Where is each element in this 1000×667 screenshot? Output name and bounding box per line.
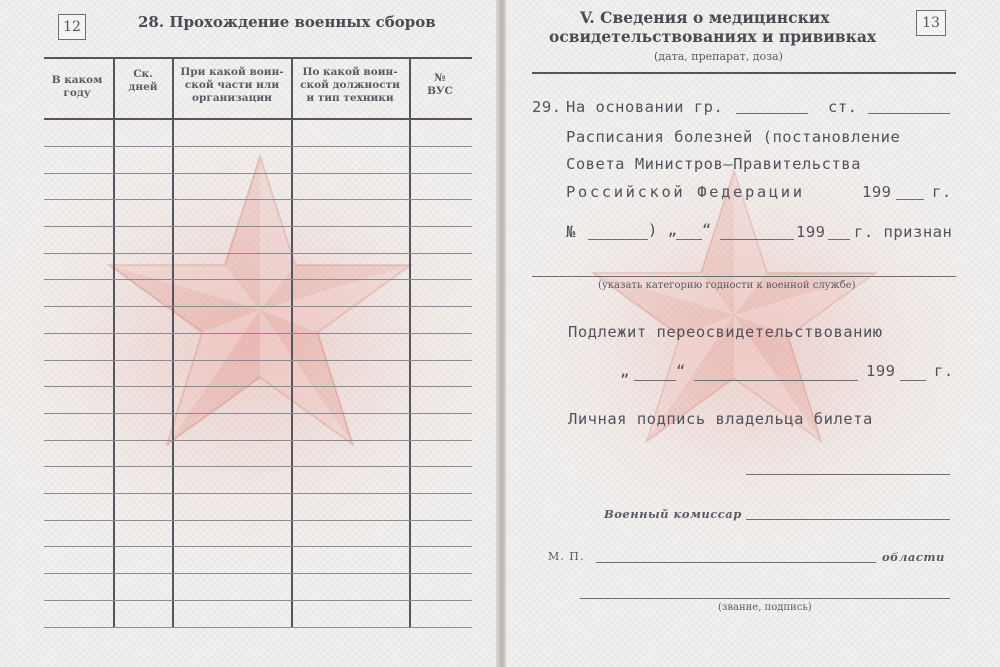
section-title-line1: V. Сведения о медицинских: [580, 8, 830, 27]
title-rule: [532, 72, 956, 74]
table-row-rule: [44, 386, 472, 387]
table-row-rule: [44, 279, 472, 280]
table-row-rule: [44, 573, 472, 574]
commissar-blank: [746, 519, 950, 520]
section-subtitle: (дата, препарат, доза): [654, 50, 783, 63]
table-row-rule: [44, 253, 472, 254]
rank-caption: (звание, подпись): [718, 602, 812, 613]
reexam-day-blank: [634, 380, 676, 381]
table-col-divider: [172, 57, 174, 627]
date-quote-close: “: [702, 221, 712, 239]
column-header-days: Ск. дней: [128, 68, 158, 93]
government-line: Совета Министров—Правительства: [566, 155, 861, 173]
table-row-rule: [44, 413, 472, 414]
owner-signature-blank: [746, 474, 950, 475]
category-blank: [532, 276, 956, 277]
table-col-divider: [409, 57, 411, 627]
table-top-rule: [44, 57, 472, 59]
section-title: 28. Прохождение военных сборов: [138, 13, 436, 31]
reexam-year-blank: [900, 380, 926, 381]
table-row-rule: [44, 173, 472, 174]
year-suffix: г.: [932, 183, 952, 201]
schedule-line: Расписания болезней (постановление: [566, 128, 901, 146]
seal-placeholder: М. П.: [548, 550, 585, 563]
military-commissar-label: Военный комиссар: [604, 507, 742, 521]
year-prefix: 199: [862, 183, 892, 201]
date-quote-open: ) „: [648, 221, 678, 239]
page-number: 13: [916, 10, 946, 36]
region-blank: [596, 562, 876, 563]
reexam-year-prefix: 199: [866, 362, 896, 380]
star-watermark: [100, 150, 420, 470]
table-row-rule: [44, 333, 472, 334]
owner-signature-label: Личная подпись владельца билета: [568, 410, 873, 428]
table-row-rule: [44, 546, 472, 547]
column-header-position: По какой воин- ской должности и тип техники: [300, 66, 400, 104]
reexam-month-blank: [694, 380, 858, 381]
number-sign: №: [566, 223, 576, 241]
table-row-rule: [44, 466, 472, 467]
table-row-rule: [44, 360, 472, 361]
article-label: ст.: [828, 98, 858, 116]
column-header-unit: При какой воин- ской части или организации: [180, 66, 284, 104]
table-row-rule: [44, 627, 472, 628]
year-blank: [828, 239, 850, 240]
table-row-rule: [44, 600, 472, 601]
column-header-year: В каком году: [51, 74, 103, 99]
recognized-label: г. признан: [854, 223, 953, 241]
year-blank: [896, 199, 924, 200]
federation-line: Российской Федерации: [566, 183, 805, 201]
table-row-rule: [44, 493, 472, 494]
reexamination-label: Подлежит переосвидетельствованию: [568, 323, 883, 341]
group-blank: [736, 113, 808, 114]
number-blank: [588, 239, 648, 240]
table-row-rule: [44, 146, 472, 147]
article-blank: [868, 113, 950, 114]
rank-blank: [580, 598, 950, 599]
region-label: области: [882, 550, 945, 564]
paragraph-number: 29.: [532, 98, 562, 116]
table-row-rule: [44, 199, 472, 200]
table-header-rule: [44, 118, 472, 120]
table-col-divider: [291, 57, 293, 627]
year-prefix: 199: [796, 223, 826, 241]
table-row-rule: [44, 440, 472, 441]
month-blank: [720, 239, 794, 240]
reexam-year-suffix: г.: [934, 362, 954, 380]
column-header-vus: № ВУС: [427, 72, 453, 97]
reexam-quote-open: „: [620, 362, 630, 380]
table-col-divider: [113, 57, 115, 627]
table-row-rule: [44, 520, 472, 521]
section-title-line2: освидетельствованиях и прививках: [549, 27, 877, 46]
category-caption: (указать категорию годности к военной службе): [598, 280, 856, 291]
table-row-rule: [44, 226, 472, 227]
day-blank: [676, 239, 702, 240]
reexam-quote-close: “: [676, 362, 686, 380]
page-number: 12: [58, 14, 86, 40]
basis-group-label: На основании гр.: [566, 98, 724, 116]
right-page: [506, 0, 1000, 667]
table-row-rule: [44, 306, 472, 307]
